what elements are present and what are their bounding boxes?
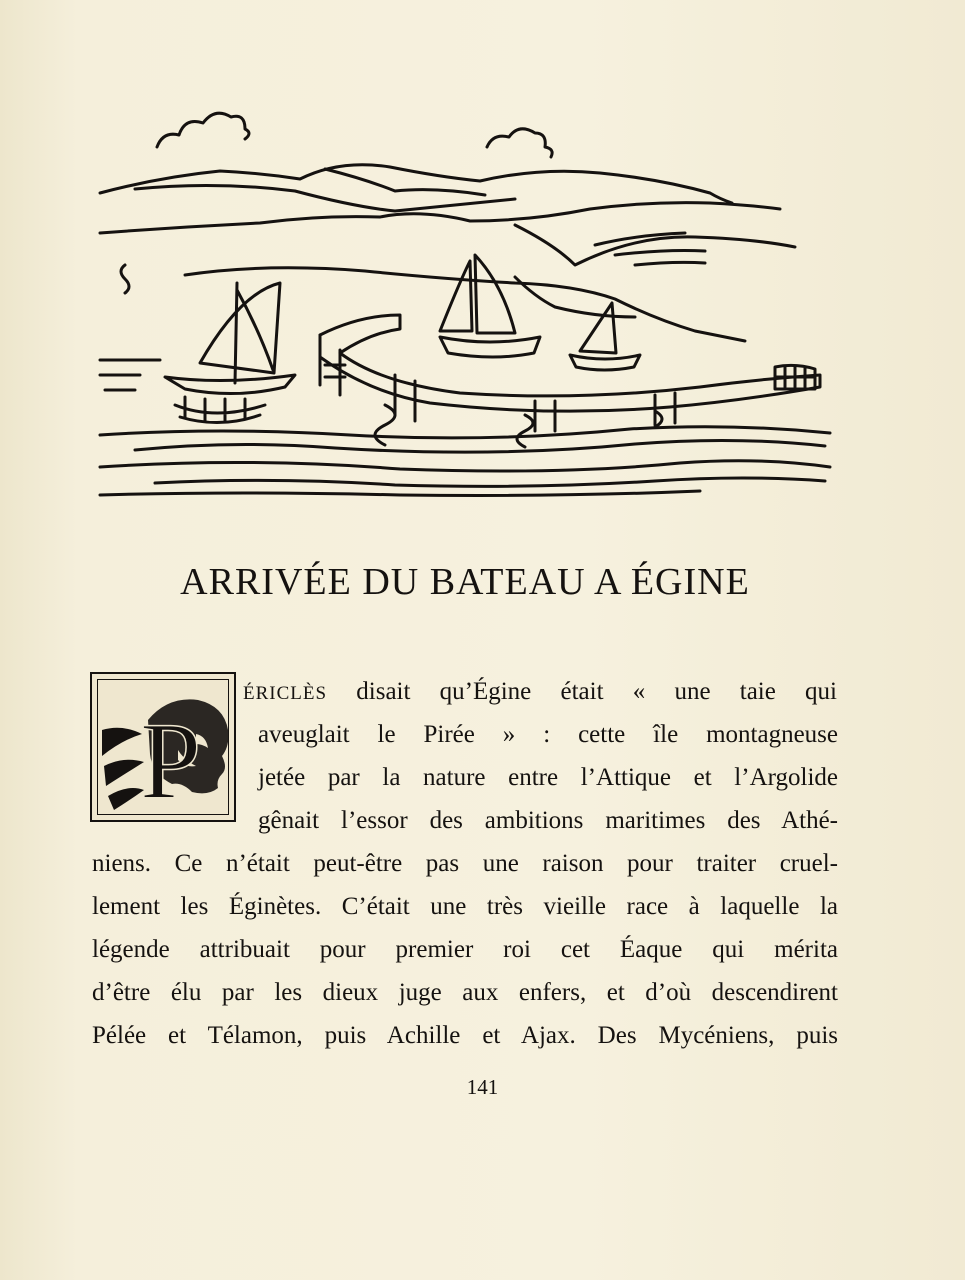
- text-line-4: gênait l’essor des ambitions maritimes des Athé-: [258, 807, 838, 834]
- cloud-left: [157, 113, 249, 147]
- greek-head-ornament-icon: [98, 680, 232, 818]
- cloud-right: [487, 129, 552, 157]
- page-number: 141: [466, 1075, 499, 1099]
- mountain-ridge-far: [100, 165, 732, 203]
- text-line-5: niens. Ce n’était peut-être pas une raison pour traiter cruel-: [92, 850, 838, 877]
- text-line-2: aveuglait le Pirée » : cette île montagneuse: [258, 721, 838, 748]
- sailboat-center: [440, 255, 515, 333]
- text-line-9: Pélée et Télamon, puis Achille et Ajax. Des Mycéniens, puis: [92, 1022, 838, 1049]
- chapter-title: ARRIVÉE DU BATEAU A ÉGINE: [180, 561, 750, 603]
- drop-cap-letter: P: [140, 700, 202, 818]
- harbor-illustration: [95, 105, 840, 500]
- first-word-rest: ÉRICLÈS: [243, 683, 328, 704]
- sailboat-right: [580, 303, 616, 353]
- text-line-7: légende attribuait pour premier roi cet Éaque qui mérita: [92, 936, 838, 963]
- water-ripples: [100, 427, 830, 438]
- drop-cap: [90, 672, 236, 822]
- text-line-8: d’être élu par les dieux juge aux enfers, et d’où descendirent: [92, 979, 838, 1006]
- text-line-6: lement les Éginètes. C’était une très vieille race à laquelle la: [92, 893, 838, 920]
- text-line-1: ÉRICLÈS disait qu’Égine était « une taie qui: [243, 678, 837, 705]
- text-line-3: jetée par la nature entre l’Attique et l’Argolide: [258, 764, 838, 791]
